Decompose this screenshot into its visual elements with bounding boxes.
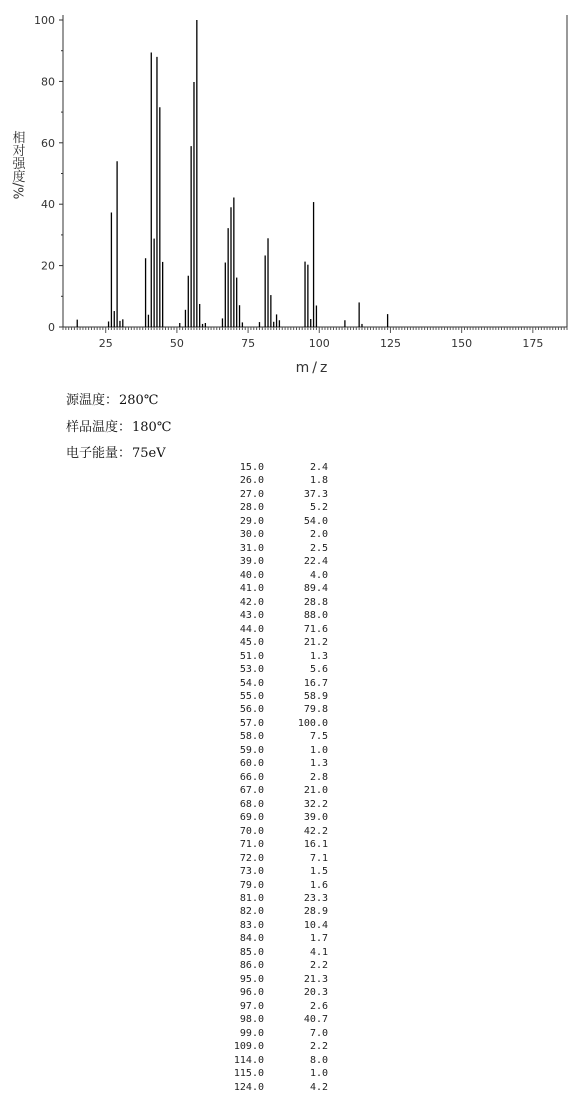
mass-spectrum-chart <box>0 0 570 380</box>
peak-table-row <box>200 569 340 582</box>
peak-table-row <box>200 986 340 999</box>
peak-table-row <box>200 959 340 972</box>
x-tick-label: 100 <box>308 337 330 350</box>
peak-table-row <box>200 555 340 568</box>
peak-mz-value: 84.0 <box>239 933 264 945</box>
peak-intensity-value: 21.0 <box>303 785 328 797</box>
peak-mz-value: 85.0 <box>239 946 264 958</box>
chart-bars <box>77 20 387 327</box>
peak-mz-value: 66.0 <box>239 771 264 783</box>
peak-table-row <box>200 865 340 878</box>
peak-table-row <box>200 515 340 528</box>
peak-intensity-value: 1.3 <box>309 650 328 662</box>
peak-mz-value: 30.0 <box>239 529 264 541</box>
peak-table-row <box>200 636 340 649</box>
peak-intensity-value: 7.5 <box>309 731 328 743</box>
peak-table-row <box>200 501 340 514</box>
peak-intensity-value: 2.0 <box>309 529 328 541</box>
peak-intensity-value: 32.2 <box>303 798 328 810</box>
peak-intensity-value: 5.6 <box>309 664 328 676</box>
peak-mz-value: 72.0 <box>239 852 264 864</box>
peak-table-row <box>200 932 340 945</box>
peak-mz-value: 45.0 <box>239 637 264 649</box>
chart-axes <box>34 14 567 350</box>
peak-mz-value: 95.0 <box>239 973 264 985</box>
peak-mz-value: 115.0 <box>233 1068 264 1080</box>
peak-intensity-value: 21.3 <box>303 973 328 985</box>
peak-mz-value: 70.0 <box>239 825 264 837</box>
peak-table-row <box>200 825 340 838</box>
peak-mz-value: 31.0 <box>239 542 264 554</box>
peak-mz-value: 68.0 <box>239 798 264 810</box>
peak-mz-value: 51.0 <box>239 650 264 662</box>
peak-intensity-value: 79.8 <box>303 704 328 716</box>
peak-table-row <box>200 905 340 918</box>
peak-intensity-value: 37.3 <box>303 488 328 500</box>
peak-table-row <box>200 879 340 892</box>
peak-mz-value: 73.0 <box>239 866 264 878</box>
peak-intensity-value: 89.4 <box>303 583 328 595</box>
peak-intensity-value: 1.0 <box>309 744 328 756</box>
peak-intensity-value: 4.2 <box>309 1081 328 1093</box>
y-axis-label: 相对强度/% <box>9 130 25 200</box>
sample-temperature-label: 样品温度： <box>66 420 132 435</box>
peak-intensity-value: 7.1 <box>309 852 328 864</box>
peak-table-row <box>200 838 340 851</box>
peak-intensity-value: 2.2 <box>309 1041 328 1053</box>
peak-mz-value: 86.0 <box>239 960 264 972</box>
peak-mz-value: 27.0 <box>239 488 264 500</box>
peak-intensity-value: 28.9 <box>303 906 328 918</box>
peak-intensity-value: 23.3 <box>303 893 328 904</box>
peak-mz-value: 55.0 <box>239 690 264 702</box>
peak-intensity-value: 16.7 <box>303 677 328 689</box>
peak-mz-value: 28.0 <box>239 502 264 514</box>
peak-mz-value: 43.0 <box>239 610 264 622</box>
source-temperature-value: 280℃ <box>119 393 159 408</box>
peak-mz-value: 114.0 <box>233 1054 264 1066</box>
peak-intensity-value: 16.1 <box>303 839 328 851</box>
peak-mz-value: 53.0 <box>239 664 264 676</box>
peak-mz-value: 40.0 <box>239 569 264 581</box>
peak-table-row <box>200 811 340 824</box>
x-tick-label: 125 <box>379 337 401 350</box>
x-tick-label: 50 <box>169 337 184 350</box>
x-tick-label: 75 <box>241 337 256 350</box>
peak-intensity-value: 2.6 <box>309 1000 328 1012</box>
peak-intensity-value: 7.0 <box>309 1027 328 1039</box>
peak-table-row <box>200 582 340 595</box>
peak-table-row <box>200 609 340 622</box>
electron-energy-value: 75eV <box>132 446 166 461</box>
peak-table-row <box>200 1081 340 1094</box>
y-tick-label: 100 <box>34 14 55 27</box>
y-tick-label: 20 <box>41 259 55 273</box>
peak-intensity-value: 42.2 <box>303 825 328 837</box>
peak-table-row <box>200 852 340 865</box>
peak-mz-value: 56.0 <box>239 704 264 716</box>
peak-intensity-value: 21.2 <box>303 637 328 649</box>
peak-intensity-value: 40.7 <box>303 1014 328 1026</box>
peak-table-row <box>200 757 340 770</box>
peak-intensity-value: 1.7 <box>309 933 328 945</box>
peak-intensity-value: 5.2 <box>309 502 328 514</box>
x-tick-label: 25 <box>98 337 113 350</box>
peak-table-row <box>200 488 340 501</box>
peak-intensity-value: 4.1 <box>309 946 328 958</box>
peak-intensity-value: 100.0 <box>297 717 328 729</box>
source-temperature <box>66 389 158 408</box>
peak-intensity-value: 2.2 <box>309 960 328 972</box>
peak-mz-value: 59.0 <box>239 744 264 756</box>
electron-energy-label: 电子能量： <box>66 446 132 461</box>
peak-table-row <box>200 663 340 676</box>
peak-table-row <box>200 1013 340 1026</box>
peak-table-row <box>200 596 340 609</box>
peak-intensity-value: 20.3 <box>303 987 328 999</box>
peak-intensity-value: 2.4 <box>309 462 328 473</box>
peak-table-row <box>200 1027 340 1040</box>
peak-table-row <box>200 1000 340 1013</box>
peak-mz-value: 96.0 <box>239 987 264 999</box>
peak-table-row <box>200 461 340 474</box>
sample-temperature <box>66 416 171 435</box>
peak-intensity-value: 10.4 <box>303 919 328 931</box>
source-temperature-label: 源温度： <box>66 393 119 408</box>
peak-mz-value: 109.0 <box>233 1041 264 1053</box>
peak-mz-value: 41.0 <box>239 583 264 595</box>
peak-intensity-value: 1.6 <box>309 879 328 891</box>
peak-intensity-value: 58.9 <box>303 690 328 702</box>
peak-mz-value: 54.0 <box>239 677 264 689</box>
peak-table-row <box>200 798 340 811</box>
peak-table-row <box>200 677 340 690</box>
peak-intensity-value: 2.5 <box>309 542 328 554</box>
y-tick-label: 40 <box>41 198 55 212</box>
peak-mz-value: 44.0 <box>239 623 264 635</box>
peak-mz-value: 82.0 <box>239 906 264 918</box>
y-tick-label: 60 <box>41 136 55 150</box>
peak-intensity-value: 1.0 <box>309 1068 328 1080</box>
peak-table-row <box>200 1067 340 1080</box>
peak-mz-value: 15.0 <box>239 462 264 473</box>
peak-mz-value: 83.0 <box>239 919 264 931</box>
peak-mz-value: 71.0 <box>239 839 264 851</box>
peak-intensity-value: 88.0 <box>303 610 328 622</box>
peak-table-row <box>200 623 340 636</box>
peak-intensity-value: 28.8 <box>303 596 328 608</box>
peak-table-row <box>200 650 340 663</box>
peak-table-row <box>200 474 340 487</box>
peak-table-row <box>200 784 340 797</box>
peak-table-row <box>200 919 340 932</box>
peak-intensity-value: 22.4 <box>303 556 328 568</box>
peak-table-row <box>200 528 340 541</box>
peak-table-row <box>200 771 340 784</box>
peak-table-row <box>200 730 340 743</box>
peak-intensity-value: 39.0 <box>303 812 328 824</box>
y-tick-label: 80 <box>41 75 55 89</box>
x-axis-label: m/z <box>295 360 331 376</box>
peak-mz-value: 42.0 <box>239 596 264 608</box>
peak-table-row <box>200 946 340 959</box>
peak-mz-value: 57.0 <box>239 717 264 729</box>
peak-intensity-value: 1.3 <box>309 758 328 770</box>
peak-mz-value: 81.0 <box>239 893 264 904</box>
x-tick-label: 150 <box>451 337 473 350</box>
peak-intensity-value: 1.8 <box>309 475 328 487</box>
peak-table-row <box>200 973 340 986</box>
peak-mz-value: 60.0 <box>239 758 264 770</box>
peak-table-row <box>200 690 340 703</box>
peak-mz-value: 67.0 <box>239 785 264 797</box>
sample-temperature-value: 180℃ <box>132 420 172 435</box>
peak-intensity-value: 54.0 <box>303 515 328 527</box>
peak-table-row <box>200 542 340 555</box>
peak-mz-value: 98.0 <box>239 1014 264 1026</box>
peak-intensity-value: 4.0 <box>309 569 328 581</box>
peak-mz-value: 99.0 <box>239 1027 264 1039</box>
peak-intensity-value: 8.0 <box>309 1054 328 1066</box>
peak-mz-value: 39.0 <box>239 556 264 568</box>
y-tick-label: 0 <box>48 321 55 334</box>
peak-mz-value: 124.0 <box>233 1081 264 1093</box>
peak-table-row <box>200 1040 340 1053</box>
peak-mz-value: 79.0 <box>239 879 264 891</box>
peak-intensity-value: 71.6 <box>303 623 328 635</box>
x-tick-label: 175 <box>522 337 544 350</box>
peak-table-row <box>200 744 340 757</box>
peak-mz-value: 97.0 <box>239 1000 264 1012</box>
peak-mz-value: 29.0 <box>239 515 264 527</box>
peak-mz-value: 69.0 <box>239 812 264 824</box>
peak-table-row <box>200 703 340 716</box>
peak-table-row <box>200 717 340 730</box>
peak-table-row <box>200 1054 340 1067</box>
peak-intensity-value: 2.8 <box>309 771 328 783</box>
electron-energy <box>66 442 166 461</box>
peak-mz-value: 26.0 <box>239 475 264 487</box>
peak-table <box>200 461 340 1094</box>
peak-mz-value: 58.0 <box>239 731 264 743</box>
peak-table-row <box>200 892 340 905</box>
peak-intensity-value: 1.5 <box>309 866 328 878</box>
